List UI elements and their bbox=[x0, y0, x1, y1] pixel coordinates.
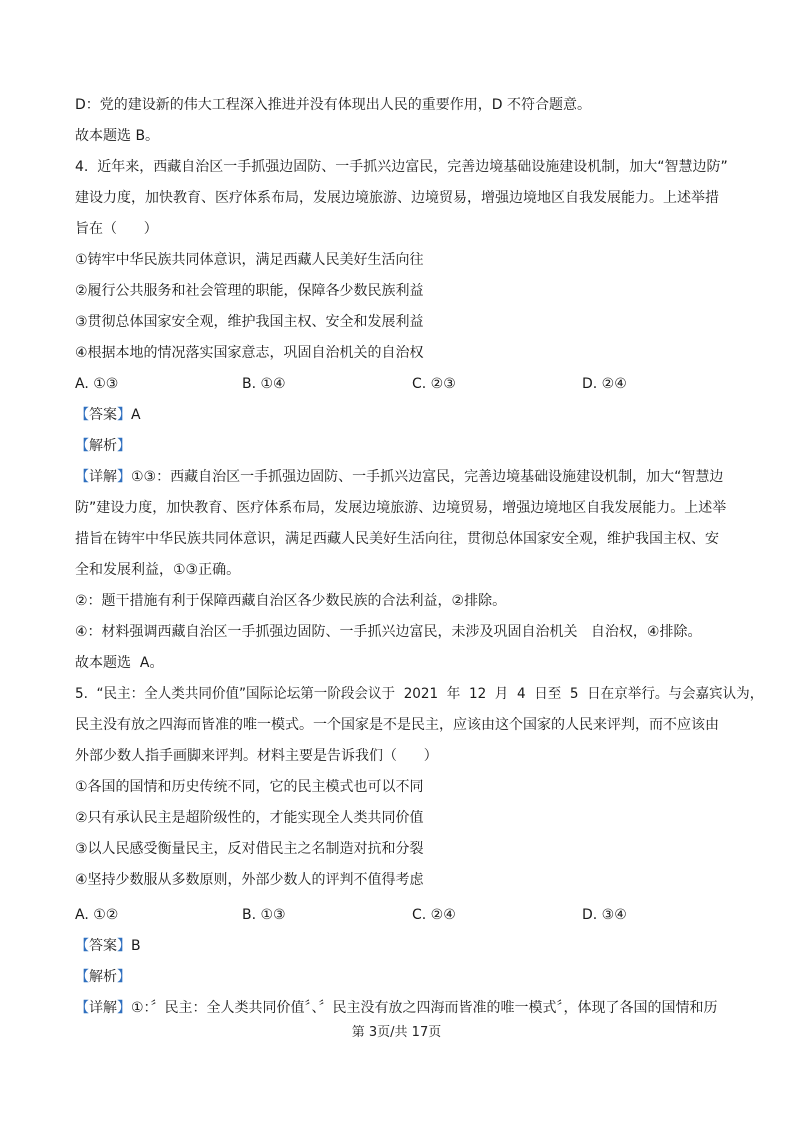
answer-value: B bbox=[131, 938, 141, 954]
option-a: A. ①③ bbox=[75, 376, 119, 392]
bracket-open: 【 bbox=[75, 1000, 89, 1016]
q5-answer bbox=[75, 936, 141, 956]
bracket-close: 】 bbox=[117, 438, 131, 454]
detail-text: ①③：西藏自治区一手抓强边固防、一手抓兴边富民，完善边境基础设施建设机制，加大“智慧边 bbox=[131, 469, 724, 485]
choice-item: ③贯彻总体国家安全观，维护我国主权、安全和发展利益 bbox=[75, 314, 424, 330]
text-line: 建设力度，加快教育、医疗体系布局，发展边境旅游、边境贸易，增强边境地区自我发展能力。上述举措 bbox=[75, 190, 719, 206]
detail-label: 详解 bbox=[89, 1000, 117, 1016]
option-b: B. ①④ bbox=[242, 376, 286, 392]
answer-value: A bbox=[131, 407, 141, 423]
choice-item: ④坚持少数服从多数原则，外部少数人的评判不值得考虑 bbox=[75, 872, 424, 888]
text-line: 外部少数人指手画脚来评判。材料主要是告诉我们（ ） bbox=[75, 748, 438, 764]
q5-analysis bbox=[75, 967, 131, 987]
choice-item: ①铸牢中华民族共同体意识，满足西藏人民美好生活向往 bbox=[75, 252, 424, 268]
text-line: 故本题选 B。 bbox=[75, 128, 160, 144]
choice-item: ②履行公共服务和社会管理的职能，保障各少数民族利益 bbox=[75, 283, 424, 299]
text-line: 旨在（ ） bbox=[75, 221, 158, 237]
q4-detail bbox=[75, 467, 723, 487]
q4-answer bbox=[75, 405, 141, 425]
text-line: D：党的建设新的伟大工程深入推进并没有体现出人民的重要作用，D 不符合题意。 bbox=[75, 97, 592, 113]
bracket-close: 】 bbox=[117, 469, 131, 485]
question-5-stem: 5. “民主：全人类共同价值”国际论坛第一阶段会议于 2021 年 12 月 4 日至 5 日在京举行。与会嘉宾认为， bbox=[75, 686, 764, 702]
option-a: A. ①② bbox=[75, 907, 119, 923]
option-b: B. ①③ bbox=[242, 907, 286, 923]
bracket-open: 【 bbox=[75, 407, 89, 423]
question-4-stem: 4. 近年来，西藏自治区一手抓强边固防、一手抓兴边富民，完善边境基础设施建设机制，加大“智慧边防” bbox=[75, 159, 728, 175]
bracket-open: 【 bbox=[75, 469, 89, 485]
text-line: ②：题干措施有利于保障西藏自治区各少数民族的合法利益，②排除。 bbox=[75, 593, 507, 609]
bracket-open: 【 bbox=[75, 438, 89, 454]
text-line: 措旨在铸牢中华民族共同体意识，满足西藏人民美好生活向往，贯彻总体国家安全观，维护我国主权、安 bbox=[75, 531, 719, 547]
page-footer: 第 3页/共 17页 bbox=[351, 1025, 442, 1040]
text-line: 全和发展利益，①③正确。 bbox=[75, 562, 241, 578]
option-d: D. ②④ bbox=[582, 376, 627, 392]
option-c: C. ②④ bbox=[412, 907, 456, 923]
q5-detail bbox=[75, 998, 718, 1018]
bracket-close: 】 bbox=[117, 407, 131, 423]
text-line: 防”建设力度，加快教育、医疗体系布局，发展边境旅游、边境贸易，增强边境地区自我发展能力。上述举 bbox=[75, 500, 727, 516]
option-d: D. ③④ bbox=[582, 907, 627, 923]
detail-text: ①：〞民主：全人类共同价值〞、〞民主没有放之四海而皆准的唯一模式〞，体现了各国的国情和历 bbox=[131, 1000, 718, 1016]
text-line: 民主没有放之四海而皆准的唯一模式。一个国家是不是民主，应该由这个国家的人民来评判，而不应该由 bbox=[75, 717, 719, 733]
q4-analysis bbox=[75, 436, 131, 456]
answer-label: 答案 bbox=[89, 938, 117, 954]
analysis-label: 解析 bbox=[89, 969, 117, 985]
bracket-close: 】 bbox=[117, 938, 131, 954]
analysis-label: 解析 bbox=[89, 438, 117, 454]
bracket-open: 【 bbox=[75, 969, 89, 985]
choice-item: ③以人民感受衡量民主，反对借民主之名制造对抗和分裂 bbox=[75, 841, 424, 857]
choice-item: ①各国的国情和历史传统不同，它的民主模式也可以不同 bbox=[75, 779, 424, 795]
bracket-close: 】 bbox=[117, 1000, 131, 1016]
bracket-open: 【 bbox=[75, 938, 89, 954]
option-c: C. ②③ bbox=[412, 376, 456, 392]
choice-item: ④根据本地的情况落实国家意志，巩固自治机关的自治权 bbox=[75, 345, 424, 361]
text-line: 故本题选 A。 bbox=[75, 655, 164, 671]
detail-label: 详解 bbox=[89, 469, 117, 485]
answer-label: 答案 bbox=[89, 407, 117, 423]
text-line: ④：材料强调西藏自治区一手抓强边固防、一手抓兴边富民，未涉及巩固自治机关 自治权，④排除。 bbox=[75, 624, 702, 640]
choice-item: ②只有承认民主是超阶级性的，才能实现全人类共同价值 bbox=[75, 810, 424, 826]
bracket-close: 】 bbox=[117, 969, 131, 985]
